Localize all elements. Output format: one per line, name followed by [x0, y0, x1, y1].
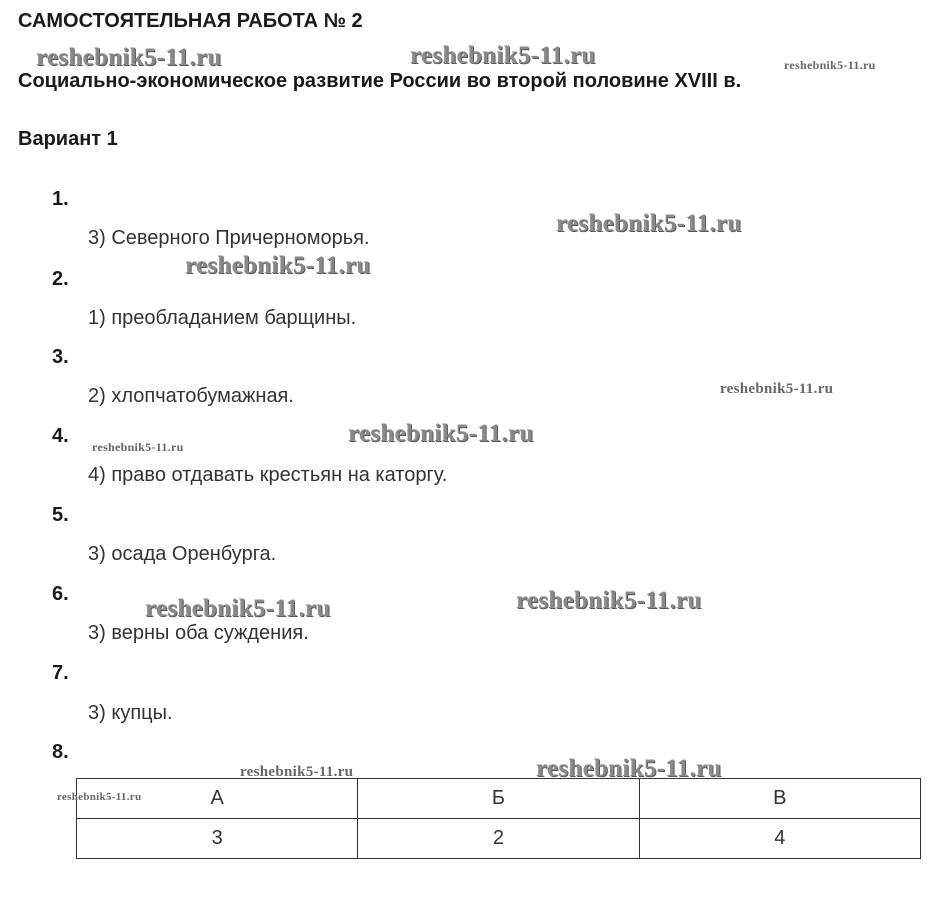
question-answer: 3) осада Оренбурга. — [88, 543, 277, 565]
table-header-cell: В — [639, 779, 920, 819]
table-header-cell: Б — [358, 779, 639, 819]
table-header-row — [77, 779, 921, 819]
watermark: reshebnik5-11.ru — [145, 595, 331, 622]
variant-label: Вариант 1 — [18, 128, 118, 150]
table-row — [77, 819, 921, 859]
watermark: reshebnik5-11.ru — [57, 791, 142, 803]
watermark: reshebnik5-11.ru — [784, 58, 876, 72]
table-cell: 2 — [358, 819, 639, 859]
topic-title: Социально-экономическое развитие России во второй половине XVIII в. — [18, 70, 742, 92]
table-cell: 3 — [77, 819, 358, 859]
question-number: 3. — [52, 346, 69, 368]
question-number: 7. — [52, 662, 69, 684]
watermark: reshebnik5-11.ru — [410, 42, 596, 69]
question-answer: 3) купцы. — [88, 702, 173, 724]
question-number: 6. — [52, 583, 69, 605]
watermark: reshebnik5-11.ru — [92, 440, 184, 454]
question-number: 8. — [52, 741, 69, 763]
watermark: reshebnik5-11.ru — [720, 381, 834, 397]
question-number: 5. — [52, 504, 69, 526]
watermark: reshebnik5-11.ru — [556, 210, 742, 237]
watermark: reshebnik5-11.ru — [185, 252, 371, 279]
watermark: reshebnik5-11.ru — [36, 44, 222, 71]
table-header-cell: А — [77, 779, 358, 819]
watermark: reshebnik5-11.ru — [536, 755, 722, 782]
watermark: reshebnik5-11.ru — [240, 764, 354, 780]
question-number: 4. — [52, 425, 69, 447]
watermark: reshebnik5-11.ru — [348, 420, 534, 447]
work-title: САМОСТОЯТЕЛЬНАЯ РАБОТА № 2 — [18, 10, 363, 32]
question-answer: 3) верны оба суждения. — [88, 622, 309, 644]
answer-table — [76, 778, 921, 859]
table-cell: 4 — [639, 819, 920, 859]
question-answer: 3) Северного Причерноморья. — [88, 227, 370, 249]
question-answer: 4) право отдавать крестьян на каторгу. — [88, 464, 448, 486]
question-answer: 1) преобладанием барщины. — [88, 307, 357, 329]
watermark: reshebnik5-11.ru — [516, 587, 702, 614]
question-answer: 2) хлопчатобумажная. — [88, 385, 294, 407]
question-number: 2. — [52, 268, 69, 290]
question-number: 1. — [52, 188, 69, 210]
